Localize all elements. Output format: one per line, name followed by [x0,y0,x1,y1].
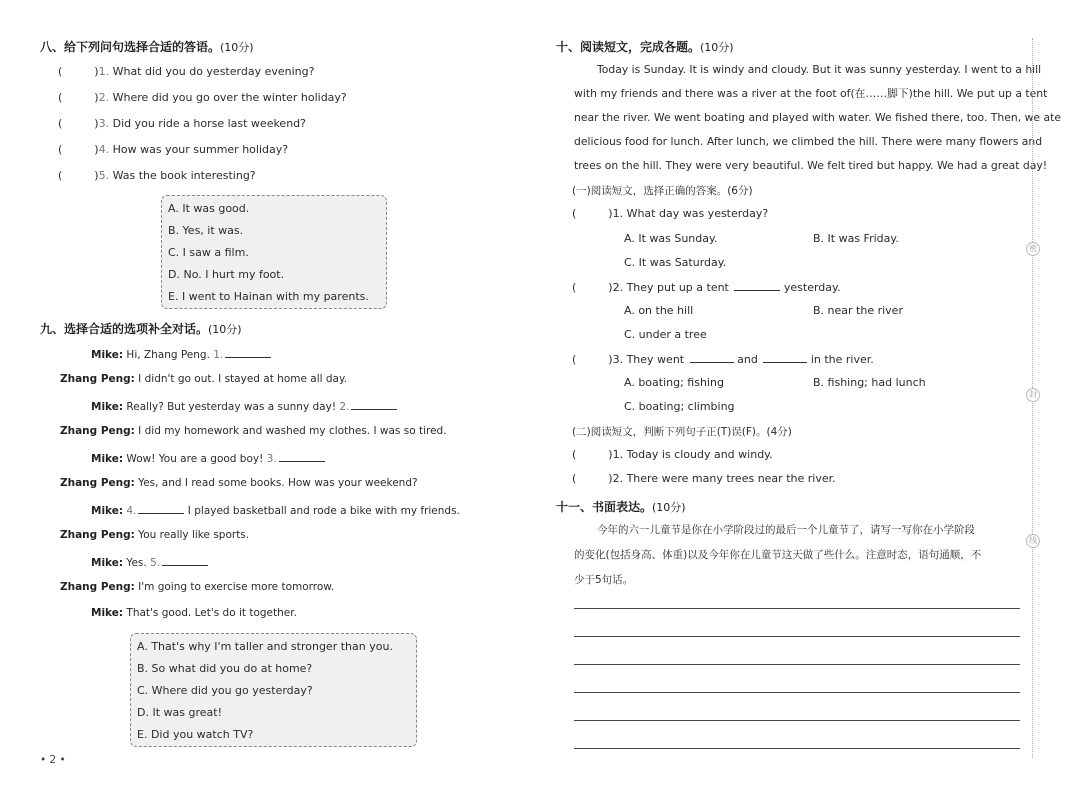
question-row [58,169,256,182]
choice-b: B. near the river [813,304,903,317]
section8-title [40,38,254,55]
option-d: D. No. I hurt my foot. [168,268,285,281]
section10-points: (10分) [700,41,734,54]
choice-question-3 [572,352,874,366]
answer-paren[interactable]: ( [58,65,63,78]
answer-blank[interactable] [690,352,734,363]
blank-number: 3. [266,453,277,465]
section11-points: (10分) [652,501,686,514]
question-number: 4. [98,143,110,156]
choice-c: C. It was Saturday. [624,256,727,269]
choice-a: A. It was Sunday. [624,232,718,245]
answer-blank[interactable] [734,280,780,291]
question-number: 1. [98,65,110,78]
paren-close: ) [94,65,99,78]
question-text: 1. What day was yesterday? [612,207,769,220]
paren-close: ) [608,472,613,485]
section9-title-text: 九、选择合适的选项补全对话。 [40,322,209,336]
dialogue-text: I'm going to exercise more tomorrow. [138,581,335,593]
section11-title [556,498,686,515]
writing-line[interactable] [574,720,1020,721]
option-d: D. It was great! [137,706,222,719]
blank-number: 4. [126,505,137,517]
speaker-label: Mike: [91,607,124,619]
dialogue-text: I did my homework and washed my clothes. I was so tired. [138,425,447,437]
blank-number: 2. [339,401,350,413]
dialogue-text: I didn't go out. I stayed at home all day. [138,373,348,385]
speaker-label: Mike: [91,349,124,361]
question-row [58,143,288,156]
option-a: A. It was good. [168,202,250,215]
dialogue-text: Yes, and I read some books. How was your weekend? [138,477,418,489]
section9-options-box [130,633,417,747]
question-number: 2. [98,91,110,104]
choice-question-1 [572,207,768,220]
answer-paren[interactable]: ( [572,472,577,485]
page-number: • 2 • [40,754,66,766]
choice-b: B. It was Friday. [813,232,899,245]
dialogue-line [91,503,460,517]
question-text: Was the book interesting? [112,169,256,182]
dialogue-line [60,581,334,593]
section9-points: (10分) [208,323,242,336]
section11-title-text: 十一、书面表达。 [556,500,653,514]
dialogue-line [60,477,418,489]
dialogue-text: You really like sports. [138,529,250,541]
question-text-mid: and [737,353,758,366]
writing-line[interactable] [574,748,1020,749]
dialogue-line [91,607,297,619]
part2-title: (二)阅读短文，判断下列句子正(T)误(F)。(4分) [572,426,792,438]
paren-close: ) [608,353,613,366]
option-e: E. Did you watch TV? [137,728,254,741]
part1-title: (一)阅读短文，选择正确的答案。(6分) [572,185,753,197]
question-text: How was your summer holiday? [112,143,289,156]
choice-a: A. boating; fishing [624,376,724,389]
question-text-end: yesterday. [783,281,841,294]
answer-paren[interactable]: ( [572,207,577,220]
paren-close: ) [94,117,99,130]
choice-c: C. boating; climbing [624,400,735,413]
blank-number: 1. [213,349,224,361]
answer-paren[interactable]: ( [58,169,63,182]
paren-close: ) [608,448,613,461]
dialogue-line [91,555,208,569]
option-c: C. I saw a film. [168,246,249,259]
answer-blank[interactable] [763,352,807,363]
tf-question-2 [572,472,836,485]
question-text: 2. They put up a tent [612,281,729,294]
speaker-label: Zhang Peng: [60,581,135,593]
speaker-label: Mike: [91,401,124,413]
choice-b: B. fishing; had lunch [813,376,926,389]
question-row [58,65,314,78]
answer-blank[interactable] [351,399,397,410]
question-text: 2. There were many trees near the river. [612,472,836,485]
paren-close: ) [94,91,99,104]
speaker-label: Zhang Peng: [60,373,135,385]
binding-mark: 线 [1026,534,1040,548]
question-number: 3. [98,117,110,130]
dialogue-text: Yes. [126,557,147,569]
answer-paren[interactable]: ( [572,281,577,294]
question-row [58,91,347,104]
section10-title-text: 十、阅读短文，完成各题。 [556,40,701,54]
section8-points: (10分) [220,41,254,54]
section8-title-text: 八、给下列问句选择合适的答语。 [40,40,221,54]
blank-number: 5. [150,557,161,569]
answer-blank[interactable] [162,555,208,566]
writing-line[interactable] [574,636,1020,637]
dialogue-line [91,451,325,465]
question-row [58,117,306,130]
answer-paren[interactable]: ( [58,91,63,104]
dialogue-text: That's good. Let's do it together. [126,607,297,619]
binding-mark: 封 [1026,388,1040,402]
question-text-end: in the river. [810,353,874,366]
option-e: E. I went to Hainan with my parents. [168,290,369,303]
paren-close: ) [608,281,613,294]
answer-blank[interactable] [279,451,325,462]
paren-close: ) [608,207,613,220]
passage-line: near the river. We went boating and played with water. We fished there, too. Then, we ate [574,111,1061,124]
option-b: B. Yes, it was. [168,224,244,237]
dialogue-line [60,373,347,385]
dialogue-text: Really? But yesterday was a sunny day! [126,401,337,413]
question-text: What did you do yesterday evening? [112,65,315,78]
dialogue-line [91,347,271,361]
answer-blank[interactable] [225,347,271,358]
writing-prompt-line: 少于5句话。 [574,574,634,586]
dialogue-text: Wow! You are a good boy! [126,453,264,465]
paren-close: ) [94,169,99,182]
dialogue-text: Hi, Zhang Peng. [126,349,210,361]
paren-close: ) [94,143,99,156]
question-number: 5. [98,169,110,182]
question-text: 1. Today is cloudy and windy. [612,448,773,461]
question-text: Where did you go over the winter holiday? [112,91,347,104]
choice-c: C. under a tree [624,328,707,341]
dialogue-line [60,425,447,437]
passage-line: with my friends and there was a river at the foot of(在……脚下)the hill. We put up a tent [574,87,1048,100]
answer-paren[interactable]: ( [572,353,577,366]
binding-mark: 密 [1026,242,1040,256]
speaker-label: Zhang Peng: [60,529,135,541]
dialogue-line [91,399,397,413]
question-text: 3. They went [612,353,685,366]
section8-options-box [161,195,387,309]
speaker-label: Zhang Peng: [60,477,135,489]
passage-line: Today is Sunday. It is windy and cloudy. But it was sunny yesterday. I went to a hill [597,63,1042,76]
writing-line[interactable] [574,692,1020,693]
passage-line: trees on the hill. They were very beautiful. We felt tired but happy. We had a great day! [574,159,1048,172]
option-a: A. That's why I'm taller and stronger than you. [137,640,393,653]
dialogue-line [60,529,249,541]
option-c: C. Where did you go yesterday? [137,684,313,697]
writing-prompt-line: 今年的六一儿童节是你在小学阶段过的最后一个儿童节了，请写一写你在小学阶段 [597,524,975,536]
question-text: Did you ride a horse last weekend? [112,117,306,130]
speaker-label: Zhang Peng: [60,425,135,437]
choice-a: A. on the hill [624,304,694,317]
section10-title [556,38,734,55]
dialogue-text: I played basketball and rode a bike with my friends. [187,505,460,517]
speaker-label: Mike: [91,557,124,569]
speaker-label: Mike: [91,505,124,517]
speaker-label: Mike: [91,453,124,465]
tf-question-1 [572,448,773,461]
option-b: B. So what did you do at home? [137,662,313,675]
writing-line[interactable] [574,608,1020,609]
section9-title [40,320,242,337]
answer-paren[interactable]: ( [58,117,63,130]
answer-blank[interactable] [138,503,184,514]
answer-paren[interactable]: ( [572,448,577,461]
passage-line: delicious food for lunch. After lunch, we climbed the hill. There were many flowers and [574,135,1043,148]
writing-prompt-line: 的变化(包括身高、体重)以及今年你在儿童节这天做了些什么。注意时态，语句通顺，不 [574,549,982,561]
answer-paren[interactable]: ( [58,143,63,156]
choice-question-2 [572,280,840,294]
writing-line[interactable] [574,664,1020,665]
